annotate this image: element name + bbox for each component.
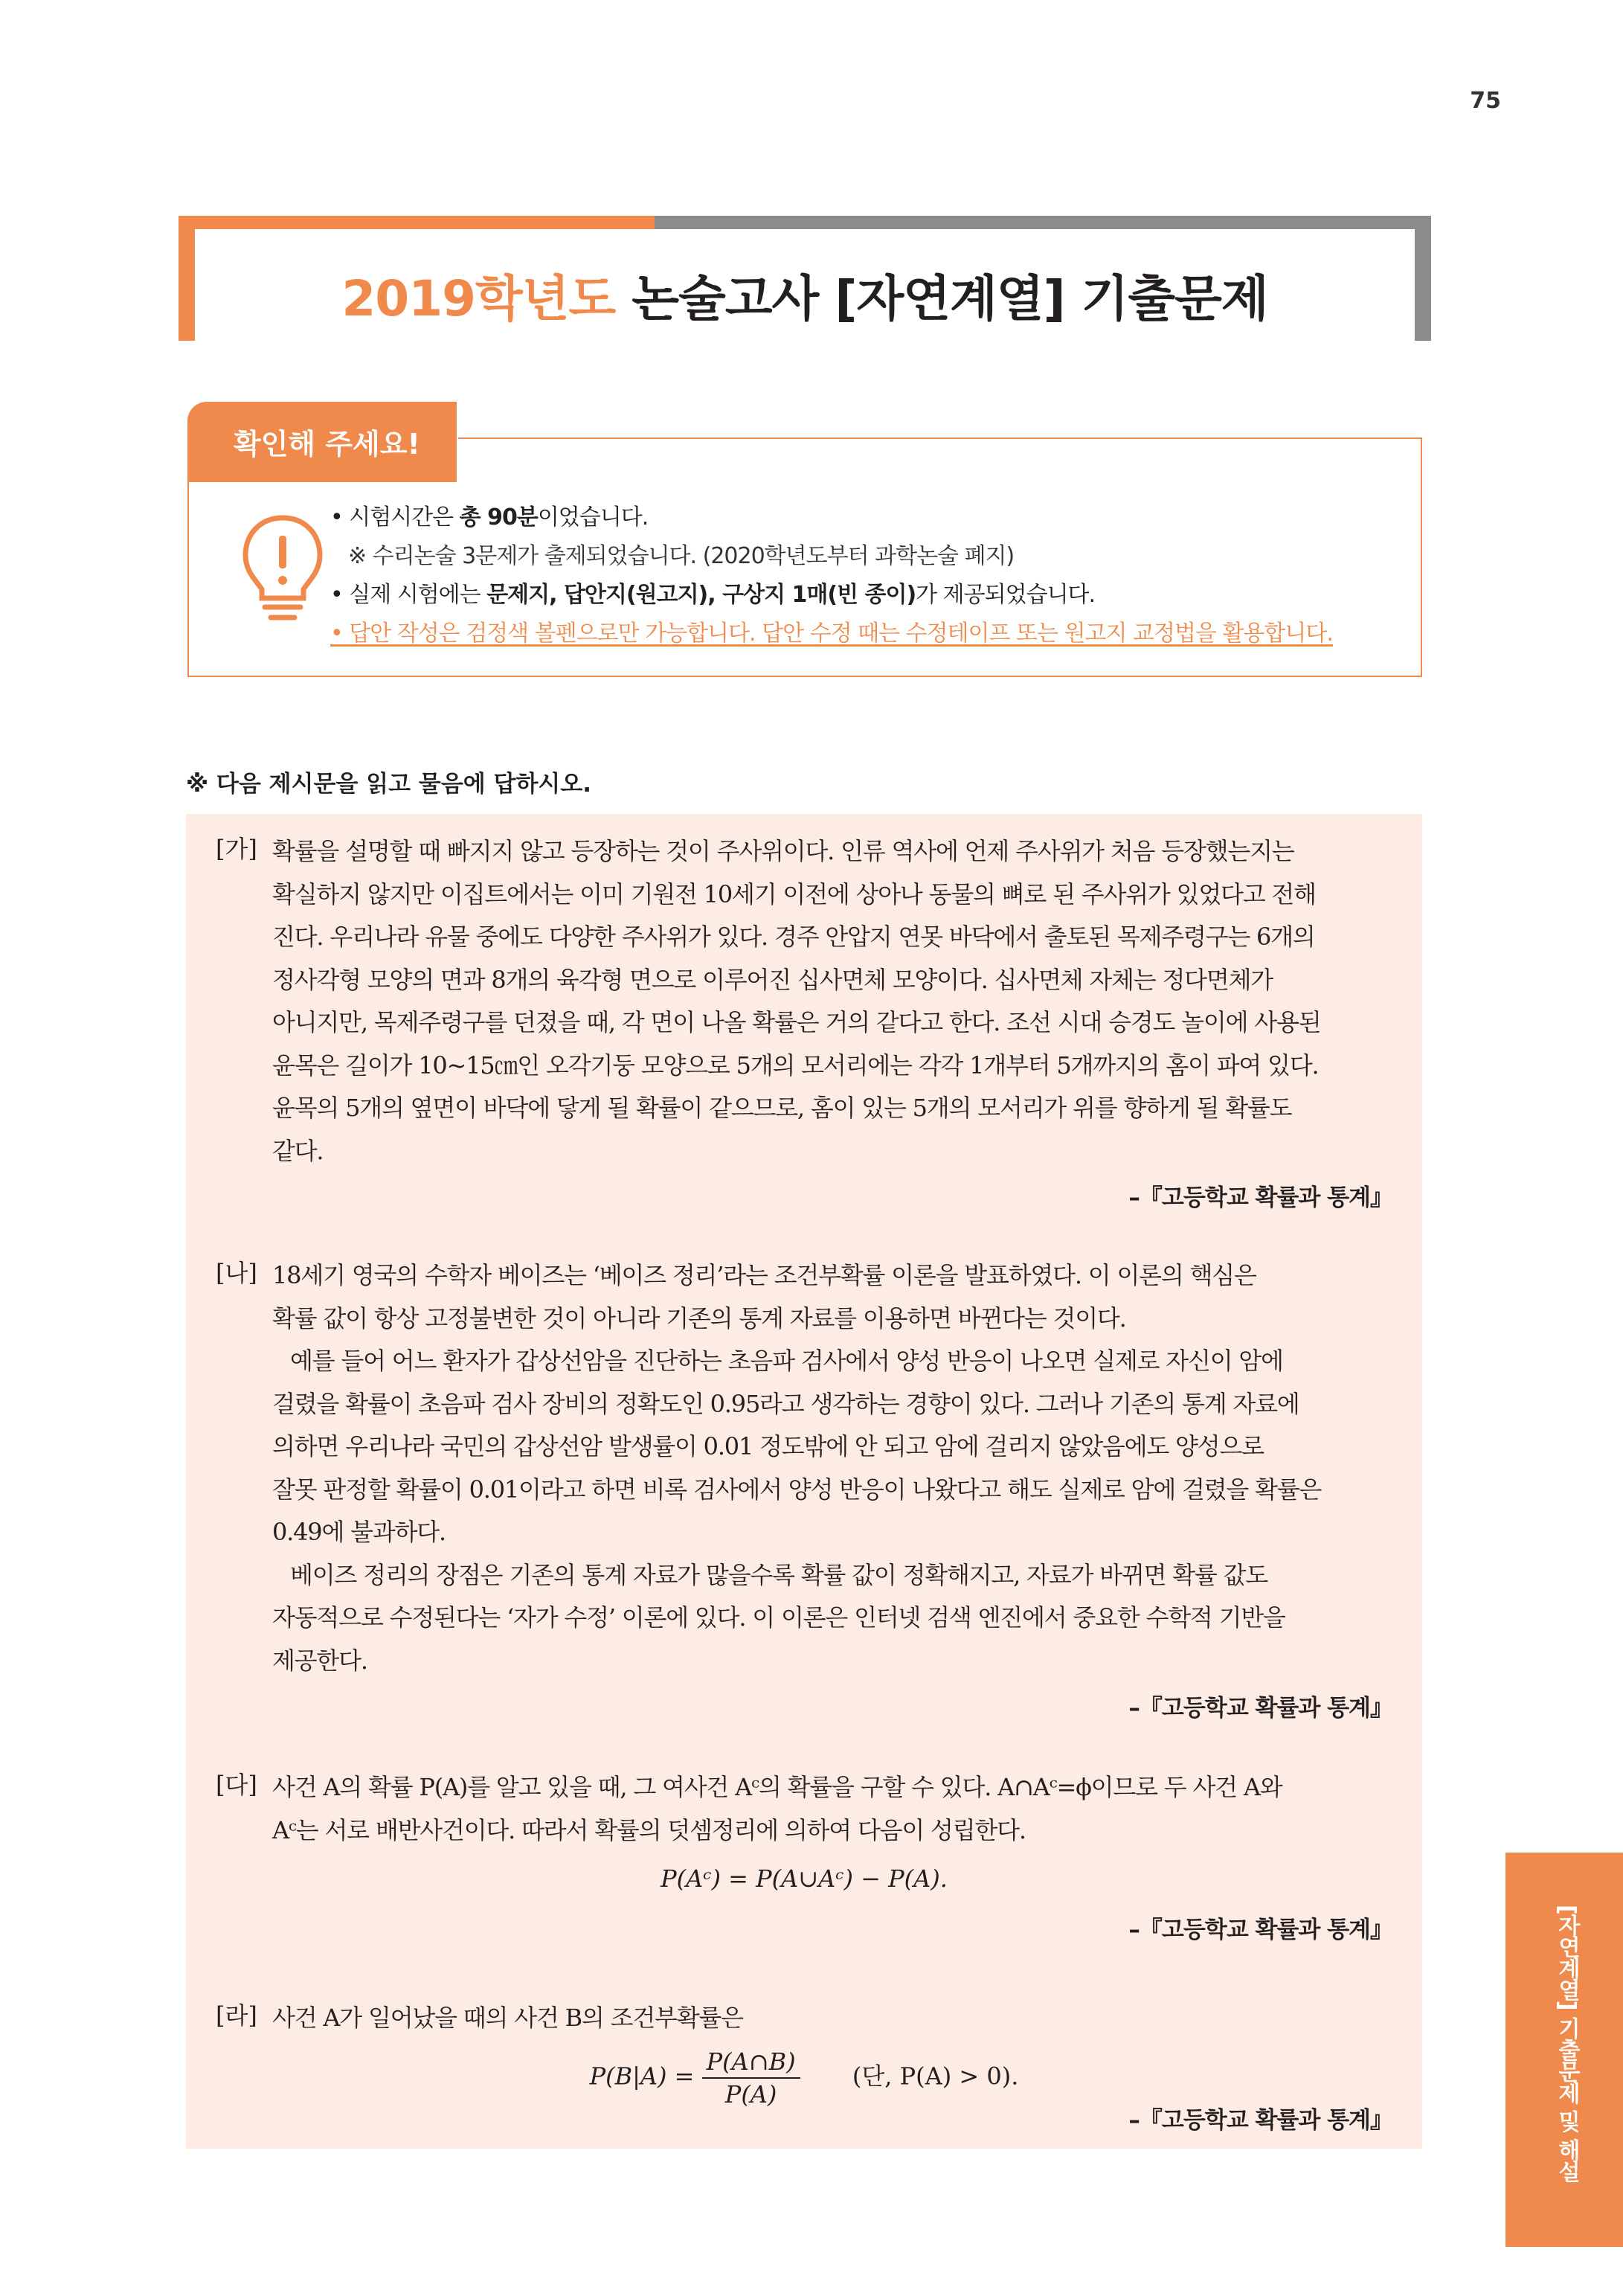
title-main: 논술고사 [자연계열] 기출문제 (615, 270, 1268, 327)
passage-line: 윤목은 길이가 10~15㎝인 오각기둥 모양으로 5개의 모서리에는 각각 1개부터 5개까지의 홈이 파여 있다. (272, 1051, 1319, 1080)
notice-topline (458, 437, 1422, 439)
passage-da (216, 1766, 1406, 1852)
notice-item-warning: • 답안 작성은 검정색 볼펜으로만 가능합니다. 답안 수정 때는 수정테이프 또는 원고지 교정법을 활용합니다. (330, 621, 1333, 647)
title-banner (179, 216, 1431, 341)
passage-label: [다] (216, 1771, 257, 1799)
passage-line: 예를 들어 어느 환자가 갑상선암을 진단하는 초음파 검사에서 양성 반응이 나오면 실제로 자신이 암에 (290, 1347, 1283, 1375)
passage-label: [라] (216, 2001, 257, 2030)
source-citation: –『고등학교 확률과 통계』 (1128, 1695, 1392, 1722)
fraction: $\frac{P(A\cap B)}{P(A)}$ (702, 2048, 800, 2109)
passage-ga (216, 830, 1406, 1173)
notice-sub-note: ※ 수리논술 3문제가 출제되었습니다. (2020학년도부터 과학논술 폐지) (348, 543, 1015, 569)
passage-line: 확률 값이 항상 고정불변한 것이 아니라 기존의 통계 자료를 이용하면 바뀐다는 것이다. (272, 1303, 1126, 1333)
passage-line: 사건 A의 확률 P(A)를 알고 있을 때, 그 여사건 Aᶜ의 확률을 구할 수 있다. A∩Aᶜ=ϕ이므로 두 사건 A와 (272, 1773, 1282, 1801)
passage-line: 의하면 우리나라 국민의 갑상선암 발생률이 0.01 정도밖에 안 되고 암에 걸리지 않았음에도 양성으로 (272, 1432, 1264, 1460)
side-tab-label: [자연계열] 기출문제 및 해설 (1554, 1905, 1580, 2182)
passage-line: 자동적으로 수정된다는 ‘자가 수정’ 이론에 있다. 이 이론은 인터넷 검색 엔진에서 중요한 수학적 기반을 (272, 1603, 1285, 1632)
passage-line: 확실하지 않지만 이집트에서는 이미 기원전 10세기 이전에 상아나 동물의 뼈로 된 주사위가 있었다고 전해 (272, 879, 1316, 908)
passage-line: 잘못 판정할 확률이 0.01이라고 하면 비록 검사에서 양성 반응이 나왔다고 해도 실제로 암에 걸렸을 확률은 (272, 1475, 1322, 1504)
instruction: ※ 다음 제시문을 읽고 물음에 답하시오. (186, 771, 592, 798)
notice-item-materials: • 실제 시험에는 문제지, 답안지(원고지), 구상지 1매(빈 종이)가 제공되었습니다. (330, 582, 1096, 608)
passage-line: 정사각형 모양의 면과 8개의 육각형 면으로 이루어진 십사면체 모양이다. 십사면체 자체는 정다면체가 (272, 965, 1273, 994)
passage-line: 제공한다. (272, 1646, 367, 1675)
title-year: 2019학년도 (341, 270, 616, 327)
banner-bar-orange (179, 216, 655, 229)
passage-ra (216, 1997, 1406, 2040)
passage-line: 진다. 우리나라 유물 중에도 다양한 주사위가 있다. 경주 안압지 연못 바닥에서 출토된 목제주령구는 6개의 (272, 923, 1315, 951)
passage-line: 확률을 설명할 때 빠지지 않고 등장하는 것이 주사위이다. 인류 역사에 언제 주사위가 처음 등장했는지는 (272, 837, 1294, 865)
lightbulb-exclamation-icon (238, 512, 327, 623)
passage-line: 사건 A가 일어났을 때의 사건 B의 조건부확률은 (272, 2004, 743, 2032)
notice-list (330, 498, 1333, 653)
passage-line: 0.49에 불과하다. (272, 1518, 446, 1546)
passage-line: Aᶜ는 서로 배반사건이다. 따라서 확률의 덧셈정리에 의하여 다음이 성립한다. (272, 1815, 1026, 1844)
source-citation: –『고등학교 확률과 통계』 (1128, 1184, 1392, 1211)
passage-line: 18세기 영국의 수학자 베이즈는 ‘베이즈 정리’라는 조건부확률 이론을 발표하였다. 이 이론의 핵심은 (272, 1261, 1256, 1289)
side-tab (1505, 1853, 1623, 2247)
source-citation: –『고등학교 확률과 통계』 (1128, 1917, 1392, 1943)
formula-conditional: P(B|A) = $\frac{P(A\cap B)}{P(A)}$ (단, P(A) > 0). (589, 2048, 1019, 2109)
passage-label: [나] (216, 1259, 257, 1287)
passage-line: 같다. (272, 1136, 324, 1165)
page-title (179, 259, 1431, 330)
passage-line: 베이즈 정리의 장점은 기존의 통계 자료가 많을수록 확률 값이 정확해지고, 자료가 바뀌면 확률 값도 (290, 1560, 1268, 1589)
passage-box (186, 814, 1422, 2149)
passage-label: [가] (216, 835, 257, 863)
source-citation: –『고등학교 확률과 통계』 (1128, 2107, 1392, 2134)
page-number: 75 (1470, 88, 1501, 114)
formula-complement: P(Aᶜ) = P(A∪Aᶜ) − P(A). (661, 1864, 948, 1893)
banner-bar-gray (655, 216, 1431, 229)
notice-tab: 확인해 주세요! (187, 402, 457, 482)
passage-na (216, 1254, 1406, 1682)
passage-line: 윤목의 5개의 옆면이 바닥에 닿게 될 확률이 같으므로, 홈이 있는 5개의 모서리가 위를 향하게 될 확률도 (272, 1094, 1292, 1122)
passage-line: 걸렸을 확률이 초음파 검사 장비의 정확도인 0.95라고 생각하는 경향이 있다. 그러나 기존의 통계 자료에 (272, 1389, 1299, 1418)
passage-line: 아니지만, 목제주령구를 던졌을 때, 각 면이 나올 확률은 거의 같다고 한다. 조선 시대 승경도 놀이에 사용된 (272, 1008, 1321, 1036)
notice-item-time: • 시험시간은 총 90분이었습니다. (330, 504, 649, 530)
